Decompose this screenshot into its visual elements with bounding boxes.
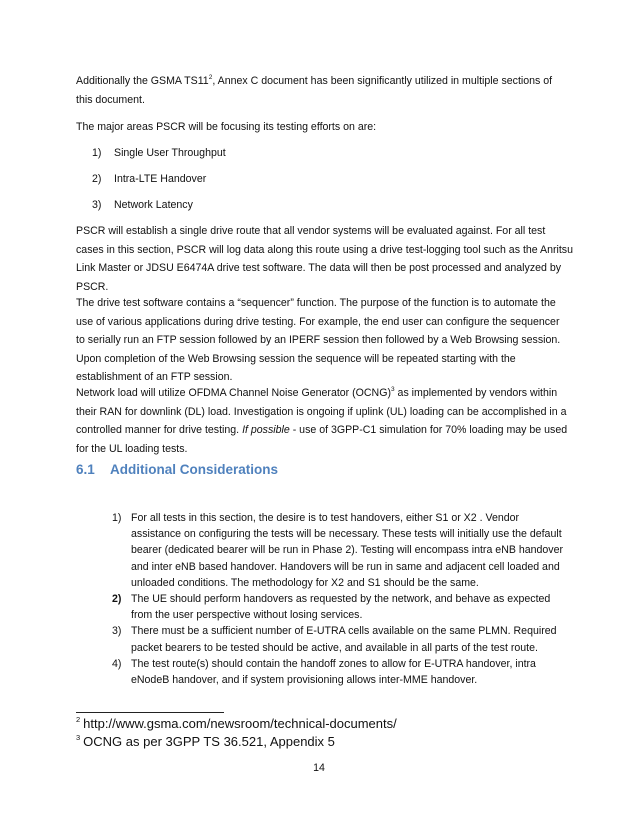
- footnote-link[interactable]: http://www.gsma.com/newsroom/technical-documents/: [83, 716, 397, 731]
- considerations-list: [112, 510, 572, 688]
- network-load-text-c: controlled manner for drive testing.: [76, 424, 243, 437]
- list-text: For all tests in this section, the desire is to test handovers, either S1 or X2 . Vendor assistance on configuring the tests will be necessary. These tests will initially use the default bearer (dedicated bearer will be run in Phase 2). Testing will encompass intra eNB handover and inter eNB based handover. Handovers will be run in same and adjacent cell loaded and unloaded conditions. The methodology for X2 and S1 should be the same.: [131, 512, 564, 589]
- section-title: Additional Considerations: [110, 462, 279, 477]
- paragraph-line: Upon completion of the Web Browsing session the sequence will be repeated starting with the: [76, 352, 516, 365]
- footnote-3: [76, 734, 335, 749]
- intro-text-a: Additionally the GSMA TS11: [76, 75, 209, 87]
- list-item: [112, 510, 572, 591]
- paragraph-line: their RAN for downlink (DL) load. Investigation is ongoing if uplink (UL) loading can be accomplished in a: [76, 405, 567, 418]
- list-number: 1): [112, 512, 122, 524]
- paragraph-line: for the UL loading tests.: [76, 442, 188, 455]
- footnote-number: 3: [76, 733, 81, 742]
- list-item: [92, 199, 193, 211]
- paragraph-line: [76, 384, 566, 403]
- emphasis-text: If possible: [242, 424, 290, 437]
- drive-route-paragraph: [76, 222, 573, 296]
- list-number: 3): [112, 625, 122, 638]
- focus-lead: [76, 118, 566, 137]
- footnote-ref-3[interactable]: 3: [390, 386, 395, 393]
- list-item: [92, 147, 226, 159]
- intro-text-b: , Annex C document has been significantly utilized in multiple sections of: [212, 75, 553, 87]
- list-item: [112, 591, 572, 623]
- section-number: 6.1: [76, 462, 95, 477]
- paragraph-line: to serially run an FTP session followed by an IPERF session then followed by a Web Browsing session.: [76, 334, 561, 347]
- list-text: Network Latency: [114, 199, 193, 211]
- intro-paragraph: [76, 72, 566, 109]
- list-text: The test route(s) should contain the handoff zones to allow for E-UTRA handover, intra eNodeB handover, and if system provisioning allows inter-MME handover.: [131, 657, 536, 687]
- list-number: 2): [112, 593, 122, 606]
- network-load-paragraph: [76, 384, 566, 458]
- paragraph-line: [76, 421, 566, 440]
- list-text: Single User Throughput: [114, 147, 226, 159]
- paragraph-line: PSCR will establish a single drive route that all vendor systems will be evaluated against. For all test: [76, 225, 546, 237]
- paragraph-line: The drive test software contains a “sequencer” function. The purpose of the function is to automate the: [76, 297, 556, 309]
- network-load-text-b: as implemented by vendors within: [394, 387, 558, 399]
- intro-line-1: [76, 72, 566, 91]
- footnote-text: OCNG as per 3GPP TS 36.521, Appendix 5: [83, 734, 335, 749]
- list-item: [112, 623, 572, 655]
- list-item: [92, 173, 206, 185]
- intro-line-2: this document.: [76, 93, 145, 106]
- footnote-ref-2[interactable]: 2: [208, 74, 213, 81]
- paragraph-line: PSCR.: [76, 280, 109, 293]
- network-load-text-d: - use of 3GPP-C1 simulation for 70% loading may be used: [289, 424, 568, 437]
- network-load-text-a: Network load will utilize OFDMA Channel Noise Generator (OCNG): [76, 387, 391, 399]
- paragraph-line: cases in this section, PSCR will log data along this route using a drive test-logging tool such as the Anritsu: [76, 243, 573, 256]
- paragraph-line: use of various applications during drive testing. For example, the end user can configure the sequencer: [76, 315, 560, 328]
- footnote-number: 2: [76, 715, 81, 724]
- list-text: Intra-LTE Handover: [114, 173, 207, 185]
- sequencer-paragraph: [76, 294, 566, 387]
- list-text: There must be a sufficient number of E-UTRA cells available on the same PLMN. Required packet bearers to be tested should be active, and available in all parts of the test route.: [131, 625, 557, 654]
- footnote-separator: [76, 712, 224, 713]
- list-item: [112, 656, 572, 688]
- list-number: 3): [92, 199, 102, 211]
- focus-lead-text: The major areas PSCR will be focusing its testing efforts on are:: [76, 121, 377, 133]
- list-number: 1): [92, 147, 102, 159]
- paragraph-line: Link Master or JDSU E6474A drive test software. The data will then be post processed and analyzed by: [76, 262, 562, 275]
- footnote-2: [76, 716, 397, 731]
- list-number: 2): [92, 173, 102, 185]
- section-heading: [76, 462, 278, 477]
- page-number: 14: [313, 762, 325, 774]
- paragraph-line: establishment of an FTP session.: [76, 371, 233, 384]
- list-number: 4): [112, 657, 122, 670]
- list-text: The UE should perform handovers as requested by the network, and behave as expected from the user perspective without losing services.: [131, 593, 551, 622]
